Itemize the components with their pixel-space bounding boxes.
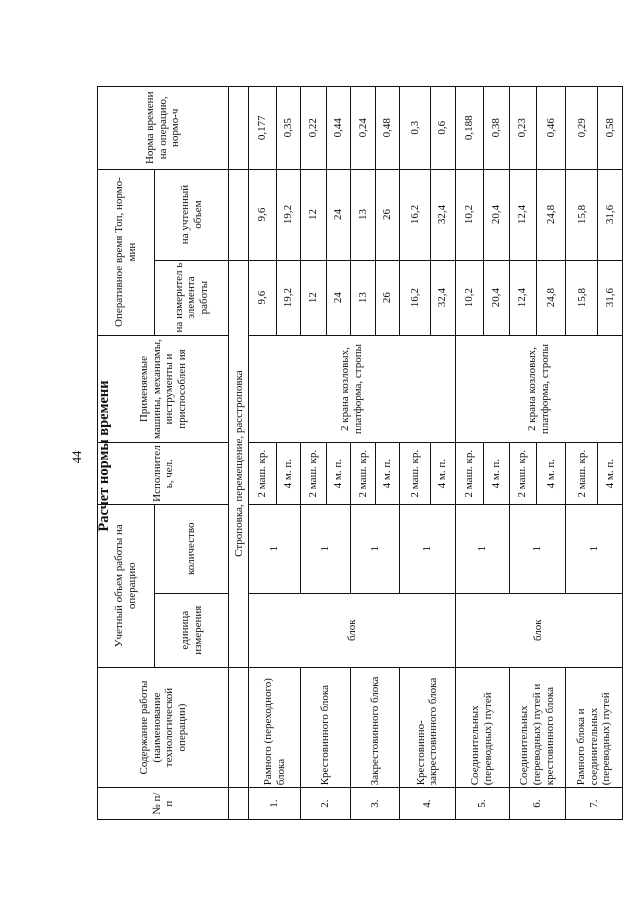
table-row (351, 87, 375, 820)
header-executor: Исполнител ь, чел. (98, 443, 229, 504)
time-per-meter: 20,4 (483, 260, 509, 335)
executor: 2 маш. кр. (300, 443, 326, 504)
quantity: 1 (455, 504, 509, 593)
time-per-volume: 15,8 (566, 169, 598, 260)
work-content: Рамного блока и соединительных (переводных) путей (566, 667, 623, 788)
time-per-meter: 12 (300, 260, 326, 335)
section-blank (229, 169, 249, 260)
time-per-volume: 24 (326, 169, 350, 260)
executor: 4 м. п. (431, 443, 455, 504)
executor: 2 маш. кр. (566, 443, 598, 504)
unit-of-measure: блок (249, 593, 455, 667)
time-per-meter: 13 (351, 260, 375, 335)
time-per-volume: 13 (351, 169, 375, 260)
header-qty: количество (154, 504, 229, 593)
executor: 2 маш. кр. (400, 443, 431, 504)
norm-hours: 0,22 (300, 87, 326, 170)
row-number: 3. (351, 788, 400, 820)
page-number: 44 (69, 450, 84, 464)
row-number: 1. (249, 788, 301, 820)
header-num: № п/п (98, 788, 229, 820)
time-per-meter: 15,8 (566, 260, 598, 335)
table-row (566, 87, 598, 820)
time-per-meter: 32,4 (431, 260, 455, 335)
quantity: 1 (351, 504, 400, 593)
time-per-meter: 24 (326, 260, 350, 335)
row-number: 6. (509, 788, 566, 820)
table-row (249, 87, 276, 820)
time-per-meter: 24,8 (536, 260, 566, 335)
norm-hours: 0,35 (276, 87, 300, 170)
executor: 2 маш. кр. (351, 443, 375, 504)
header-machines: Применяемые машины, механизмы, инструменты и приспособлен ия (98, 335, 229, 443)
norm-hours: 0,29 (566, 87, 598, 170)
header-per-meter: на измерител ь элемента работы (154, 260, 229, 335)
header-volume: Учетный объем работы на операцию (98, 504, 155, 667)
machines-used: 2 крана козловых, платформа, стропы (249, 335, 455, 443)
time-per-volume: 19,2 (276, 169, 300, 260)
work-content: Закрестовинного блока (351, 667, 400, 788)
norm-table-container (97, 86, 623, 820)
section-blank (229, 788, 249, 820)
work-content: Рамного (переходного) блока (249, 667, 301, 788)
work-content: Крестовинно-закрестовинного блока (400, 667, 455, 788)
time-per-volume: 10,2 (455, 169, 483, 260)
executor: 2 маш. кр. (509, 443, 536, 504)
time-per-volume: 32,4 (431, 169, 455, 260)
norm-hours: 0,6 (431, 87, 455, 170)
header-content: Содержание работы (наименование технологической операции) (98, 667, 229, 788)
executor: 4 м. п. (375, 443, 399, 504)
quantity: 1 (509, 504, 566, 593)
row-number: 5. (455, 788, 509, 820)
time-per-volume: 24,8 (536, 169, 566, 260)
quantity: 1 (300, 504, 350, 593)
time-per-meter: 31,6 (598, 260, 623, 335)
time-per-volume: 26 (375, 169, 399, 260)
section-title: Строповка, перемещение, расстроповка (229, 260, 249, 667)
executor: 4 м. п. (326, 443, 350, 504)
time-per-volume: 12,4 (509, 169, 536, 260)
norm-hours: 0,188 (455, 87, 483, 170)
time-per-meter: 19,2 (276, 260, 300, 335)
page-title: Расчет нормы времени (95, 380, 112, 532)
row-number: 4. (400, 788, 455, 820)
time-per-meter: 10,2 (455, 260, 483, 335)
time-per-meter: 16,2 (400, 260, 431, 335)
norm-hours: 0,3 (400, 87, 431, 170)
time-per-volume: 16,2 (400, 169, 431, 260)
time-per-meter: 9,6 (249, 260, 276, 335)
time-per-meter: 26 (375, 260, 399, 335)
header-unit: единица измерения (154, 593, 229, 667)
norm-hours: 0,24 (351, 87, 375, 170)
unit-of-measure: блок (455, 593, 622, 667)
machines-used: 2 крана козловых, платформа, стропы (455, 335, 622, 443)
norm-hours: 0,38 (483, 87, 509, 170)
time-per-volume: 31,6 (598, 169, 623, 260)
row-number: 7. (566, 788, 623, 820)
time-norm-table (97, 86, 623, 820)
norm-hours: 0,48 (375, 87, 399, 170)
row-number: 2. (300, 788, 350, 820)
table-row (400, 87, 431, 820)
quantity: 1 (400, 504, 455, 593)
table-row (509, 87, 536, 820)
header-norm: Норма времени на операцию, нормо-ч (98, 87, 229, 170)
time-per-meter: 12,4 (509, 260, 536, 335)
executor: 4 м. п. (276, 443, 300, 504)
time-per-volume: 9,6 (249, 169, 276, 260)
quantity: 1 (566, 504, 623, 593)
section-blank (229, 87, 249, 170)
executor: 4 м. п. (598, 443, 623, 504)
table-row (300, 87, 326, 820)
executor: 4 м. п. (536, 443, 566, 504)
norm-hours: 0,23 (509, 87, 536, 170)
header-op-time: Оперативное время Топ, нормо-мин (98, 169, 155, 335)
time-per-volume: 20,4 (483, 169, 509, 260)
work-content: Крестовинного блока (300, 667, 350, 788)
executor: 2 маш. кр. (455, 443, 483, 504)
header-per-volume: на учтенный объем (154, 169, 229, 260)
work-content: Соединительных (переводных) путей (455, 667, 509, 788)
table-row (455, 87, 483, 820)
executor: 4 м. п. (483, 443, 509, 504)
time-per-volume: 12 (300, 169, 326, 260)
norm-hours: 0,44 (326, 87, 350, 170)
norm-hours: 0,46 (536, 87, 566, 170)
executor: 2 маш. кр. (249, 443, 276, 504)
work-content: Соединительных (переводных) путей и крестовинного блока (509, 667, 566, 788)
quantity: 1 (249, 504, 301, 593)
norm-hours: 0,177 (249, 87, 276, 170)
section-blank (229, 667, 249, 788)
norm-hours: 0,58 (598, 87, 623, 170)
